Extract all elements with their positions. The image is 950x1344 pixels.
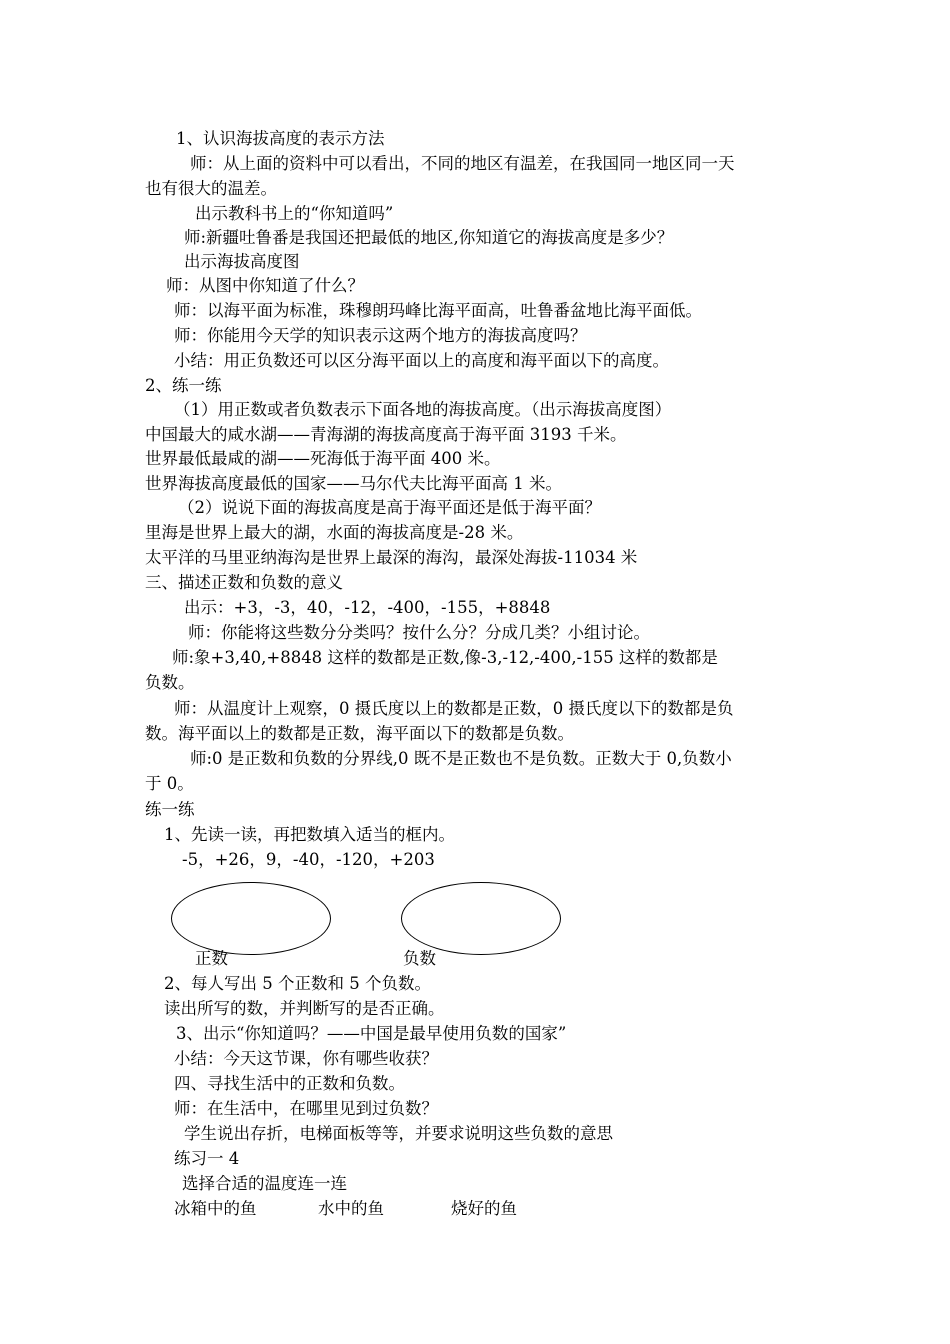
section1-summary: 小结：用正负数还可以区分海平面以上的高度和海平面以下的高度。 (174, 351, 669, 370)
section3-teacher-line4b: 于 0。 (145, 774, 194, 793)
section1-teacher-line2: 师:新疆吐鲁番是我国还把最低的地区,你知道它的海拔高度是多少？ (184, 228, 674, 247)
negative-number-label: 负数 (403, 949, 436, 968)
section3-teacher-line3a: 师：从温度计上观察，0 摄氏度以上的数都是正数，0 摄氏度以下的数都是负 (174, 699, 734, 718)
section2-item-mariana: 太平洋的马里亚纳海沟是世界上最深的海沟，最深处海拔-11034 米 (145, 548, 638, 567)
section4-exercise-question: 选择合适的温度连一连 (182, 1174, 347, 1193)
section1-teacher-line5: 师：你能用今天学的知识表示这两个地方的海拔高度吗？ (174, 326, 587, 345)
section1-teacher-line1a: 师：从上面的资料中可以看出，不同的地区有温差，在我国同一地区同一天 (190, 154, 735, 173)
section2-question2: （2）说说下面的海拔高度是高于海平面还是低于海平面？ (178, 498, 601, 517)
section2-item-caspian: 里海是世界上最大的湖，水面的海拔高度是-28 米。 (145, 523, 524, 542)
practice-summary: 小结：今天这节课，你有哪些收获？ (174, 1049, 438, 1068)
section1-teacher-line3: 师：从图中你知道了什么？ (166, 276, 364, 295)
practice-question2: 2、每人写出 5 个正数和 5 个负数。 (164, 974, 431, 993)
section3-teacher-line2b: 负数。 (145, 673, 195, 692)
section3-teacher-line3b: 数。海平面以上的数都是正数，海平面以下的数都是负数。 (145, 724, 574, 743)
section2-title: 2、练一练 (145, 376, 222, 395)
section2-item-dead-sea: 世界最低最咸的湖——死海低于海平面 400 米。 (145, 449, 501, 468)
positive-number-oval (171, 882, 331, 955)
section3-teacher-line4a: 师:0 是正数和负数的分界线,0 既不是正数也不是负数。正数大于 0,负数小 (190, 749, 732, 768)
fish-in-fridge: 冰箱中的鱼 (174, 1199, 257, 1218)
section4-title: 四、寻找生活中的正数和负数。 (174, 1074, 405, 1093)
section2-item-qinghai: 中国最大的咸水湖——青海湖的海拔高度高于海平面 3193 千米。 (145, 425, 627, 444)
practice-question3: 3、出示“你知道吗？——中国是最早使用负数的国家” (176, 1024, 567, 1043)
section3-show-numbers: 出示：+3，-3，40，-12，-400，-155，+8848 (184, 598, 551, 617)
section3-teacher-line2a: 师:象+3,40,+8848 这样的数都是正数,像-3,-12,-400,-155 这样的数都是 (172, 648, 718, 667)
cooked-fish: 烧好的鱼 (451, 1199, 517, 1218)
negative-number-oval (401, 882, 561, 955)
section1-show-altitude-map: 出示海拔高度图 (184, 252, 300, 271)
section4-students-line: 学生说出存折，电梯面板等等，并要求说明这些负数的意思 (184, 1124, 613, 1143)
positive-number-label: 正数 (195, 949, 228, 968)
practice-question2b: 读出所写的数，并判断写的是否正确。 (164, 999, 445, 1018)
practice-numbers: -5，+26，9，-40，-120，+203 (182, 850, 435, 869)
section1-show-textbook: 出示教科书上的“你知道吗” (195, 204, 394, 223)
section1-teacher-line4: 师：以海平面为标准，珠穆朗玛峰比海平面高，吐鲁番盆地比海平面低。 (174, 301, 702, 320)
section3-title: 三、描述正数和负数的意义 (145, 573, 343, 592)
section1-teacher-line1b: 也有很大的温差。 (145, 179, 277, 198)
fish-in-water: 水中的鱼 (318, 1199, 384, 1218)
practice-question1: 1、先读一读，再把数填入适当的框内。 (164, 825, 455, 844)
section1-title: 1、认识海拔高度的表示方法 (176, 129, 385, 148)
section2-item-maldives: 世界海拔高度最低的国家——马尔代夫比海平面高 1 米。 (145, 474, 562, 493)
section2-question1: （1）用正数或者负数表示下面各地的海拔高度。（出示海拔高度图） (174, 400, 672, 419)
section4-exercise-title: 练习一 4 (174, 1149, 240, 1168)
practice-title: 练一练 (145, 800, 195, 819)
section4-teacher-line1: 师：在生活中，在哪里见到过负数？ (174, 1099, 438, 1118)
section3-teacher-line1: 师：你能将这些数分分类吗？按什么分？分成几类？小组讨论。 (188, 623, 650, 642)
